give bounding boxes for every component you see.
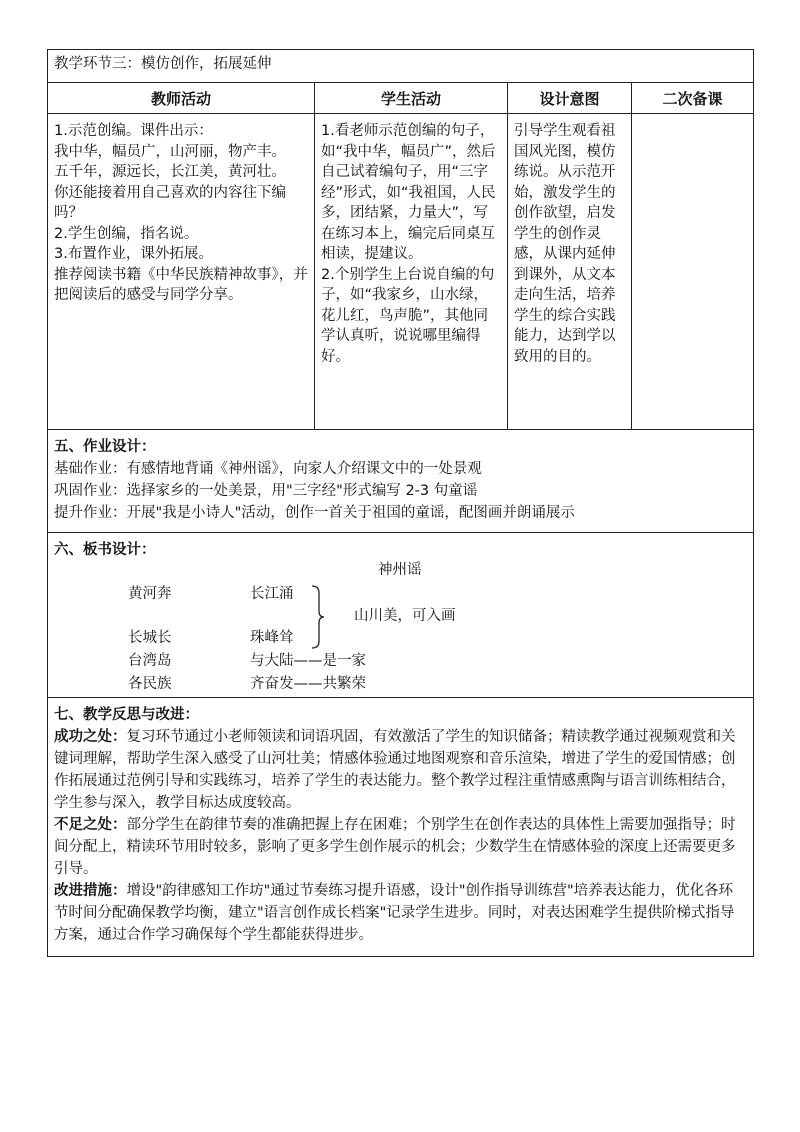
student-activity-cell [315, 114, 508, 430]
section3-title: 教学环节三：模仿创作，拓展延伸 [48, 50, 754, 83]
success-text: 复习环节通过小老师领读和词语巩固，有效激活了学生的知识储备；精读教学通过视频观赏和关键词理解，帮助学生深入感受了山河壮美；情感体验通过地图观察和音乐渲染，增进了学生的爱国情感；创作拓展通过范例引导和实践练习，培养了学生的表达能力。整个教学过程注重情感熏陶与语言训练相结合，学生参与深入，教学目标达成度较高。 [54, 729, 736, 811]
improve-text: 增设"韵律感知工作坊"通过节奏练习提升语感，设计"创作指导训练营"培养表达能力，优化各环节时间分配确保教学均衡，建立"语言创作成长档案"记录学生进步。同时，对表达困难学生提供阶梯式指导方案，通过合作学习确保每个学生都能获得进步。 [54, 883, 735, 943]
student-line: 2.个别学生上台说自编的句子，如“我家乡，山水绿，花儿红，鸟声脆”，其他同学认真听，说说哪里编得好。 [321, 266, 495, 365]
header-design-intent: 设计意图 [508, 83, 632, 114]
curly-brace-icon [311, 585, 325, 649]
board-left-item: 长城长 [128, 630, 172, 646]
board-title: 六、板书设计： [54, 542, 156, 558]
homework-line: 基础作业：有感情地背诵《神州谣》，向家人介绍课文中的一处景观 [54, 461, 482, 477]
shortcoming-paragraph [54, 814, 747, 880]
teacher-line: 我中华，幅员广，山河丽，物产丰。 [54, 143, 286, 160]
homework-line: 提升作业：开展"我是小诗人"活动，创作一首关于祖国的童谣，配图画并朗诵展示 [54, 505, 575, 521]
header-teacher-activity: 教师活动 [48, 83, 315, 114]
reflection-title: 七、教学反思与改进： [54, 707, 199, 723]
improve-label: 改进措施： [54, 883, 127, 899]
lesson-plan-document [47, 49, 753, 957]
board-left-item: 台湾岛 [128, 653, 172, 669]
shortcoming-label: 不足之处： [54, 817, 127, 833]
board-right-item: 山川美，可入画 [354, 608, 456, 624]
second-prep-cell [632, 114, 754, 430]
header-second-prep: 二次备课 [632, 83, 754, 114]
teacher-activity-cell [48, 114, 315, 430]
success-label: 成功之处： [54, 729, 127, 745]
success-paragraph [54, 726, 747, 814]
homework-title: 五、作业设计： [54, 439, 156, 455]
board-mid-item: 齐奋发——共繁荣 [250, 676, 366, 692]
teacher-line: 3.布置作业，课外拓展。 [54, 246, 213, 262]
teacher-line: 2.学生创编，指名说。 [54, 225, 199, 242]
board-heading: 神州谣 [378, 562, 422, 578]
header-student-activity: 学生活动 [315, 83, 508, 114]
board-layout [54, 561, 747, 692]
homework-section [48, 430, 754, 533]
reflection-section [48, 698, 754, 957]
teacher-line: 推荐阅读书籍《中华民族精神故事》，并把阅读后的感受与同学分享。 [54, 266, 308, 303]
shortcoming-text: 部分学生在韵律节奏的准确把握上存在困难；个别学生在创作表达的具体性上需要加强指导；时间分配上，精读环节用时较多，影响了更多学生创作展示的机会；少数学生在情感体验的深度上还需要更多引导。 [54, 817, 736, 877]
board-left-item: 各民族 [128, 676, 172, 692]
teacher-line: 五千年，源远长，长江美，黄河壮。 [54, 164, 286, 180]
student-line: 1.看老师示范创编的句子，如“我中华，幅员广”，然后自己试着编句子，用“三字经”形式，如“我祖国，人民多，团结紧，力量大”，写在练习本上，编完后同桌互相读，提建议。 [321, 123, 496, 262]
teacher-line: 1.示范创编。课件出示： [54, 123, 213, 139]
improve-paragraph [54, 880, 747, 946]
teacher-line: 你还能接着用自己喜欢的内容往下编吗？ [54, 184, 286, 221]
homework-line: 巩固作业：选择家乡的一处美景，用"三字经"形式编写 2-3 句童谣 [54, 483, 478, 499]
board-mid-item: 珠峰耸 [250, 630, 294, 646]
board-section [48, 533, 754, 698]
intent-text: 引导学生观看祖国风光图，模仿练说。从示范开始，激发学生的创作欲望，启发学生的创作灵感，从课内延伸到课外，从文本走向生活，培养学生的综合实践能力，达到学以致用的目的。 [514, 123, 616, 365]
design-intent-cell [508, 114, 632, 430]
board-mid-item: 长江涌 [250, 586, 294, 602]
lesson-plan-table [47, 49, 754, 957]
board-left-item: 黄河奔 [128, 586, 172, 602]
board-mid-item: 与大陆——是一家 [250, 653, 366, 669]
